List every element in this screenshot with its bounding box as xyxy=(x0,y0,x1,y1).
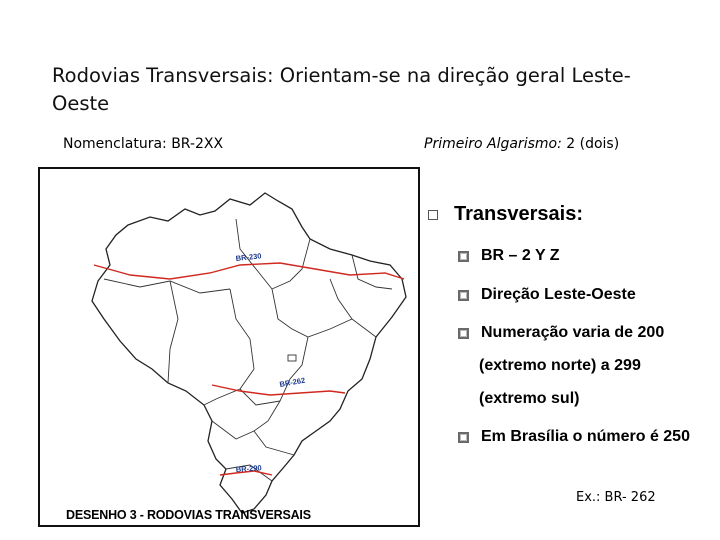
map-caption: DESENHO 3 - RODOVIAS TRANSVERSAIS xyxy=(66,508,311,522)
bullet-continuation: (extremo norte) a 299 xyxy=(479,357,641,374)
panel-heading xyxy=(428,203,583,226)
square-bullet-icon xyxy=(458,290,469,301)
bullet-continuation: (extremo sul) xyxy=(479,390,580,407)
first-digit-label: Primeiro Algarismo: xyxy=(424,136,562,152)
square-bullet-icon xyxy=(458,251,469,262)
brazil-road-map xyxy=(38,167,420,527)
road-label-br290: BR-290 xyxy=(235,463,262,474)
panel-heading-text: Transversais: xyxy=(454,203,583,225)
brasilia-marker xyxy=(288,355,296,361)
bullet-text: Direção Leste-Oeste xyxy=(481,286,636,303)
example-text: Ex.: BR- 262 xyxy=(576,490,656,505)
square-bullet-icon xyxy=(458,432,469,443)
square-bullet-icon xyxy=(428,210,438,220)
bullet-item xyxy=(458,428,690,446)
first-digit-text xyxy=(424,136,619,152)
nomenclature-text: Nomenclatura: BR-2XX xyxy=(63,136,224,152)
square-bullet-icon xyxy=(458,328,469,339)
road-label-br262: BR-262 xyxy=(278,375,306,389)
bullet-item xyxy=(458,247,560,265)
road-label-br230: BR-230 xyxy=(235,251,262,263)
bullet-item xyxy=(458,286,636,304)
bullet-item xyxy=(458,324,664,342)
bullet-text: Em Brasília o número é 250 xyxy=(481,428,690,445)
bullet-text: Numeração varia de 200 xyxy=(481,324,665,341)
first-digit-value: 2 (dois) xyxy=(561,136,620,152)
slide-title: Rodovias Transversais: Orientam-se na direção geral Leste-Oeste xyxy=(52,64,631,115)
transversal-roads xyxy=(94,263,404,475)
road-br262 xyxy=(212,385,345,395)
bullet-text: BR – 2 Y Z xyxy=(481,247,560,264)
map-drawing xyxy=(40,169,420,527)
